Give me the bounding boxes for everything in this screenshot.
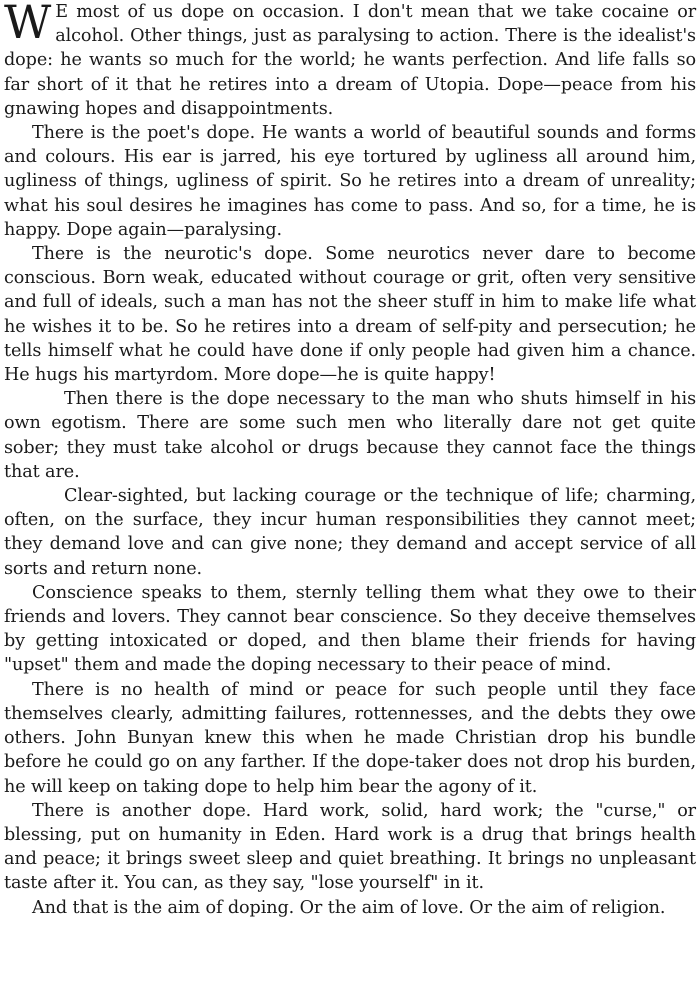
paragraph-3: There is the neurotic's dope. Some neurotics never dare to become conscious. Born weak, educated without courage or grit, often very sensitive and full of ideals, such a man has not the sheer stuff in him to make life what he wishes it to be. So he retires into a dream of self-pity and persecution; he tells himself what he could have done if only people had given him a chance. He hugs his martyrdom. More dope—he is quite happy! — [4, 244, 696, 386]
paragraph-8: There is another dope. Hard work, solid, hard work; the "curse," or blessing, put on humanity in Eden. Hard work is a drug that brings health and peace; it brings sweet sleep and quiet breathing. It brings no unpleasant taste after it. You can, as they say, "lose yourself" in it. — [4, 800, 696, 894]
paragraph-5: Clear-sighted, but lacking courage or the technique of life; charming, often, on the surface, they incur human responsibilities they cannot meet; they demand love and can give none; they demand and accept service of all sorts and return none. — [4, 486, 696, 579]
paragraph-9: And that is the aim of doping. Or the aim of love. Or the aim of religion. — [32, 897, 666, 918]
paragraph-6: Conscience speaks to them, sternly telling them what they owe to their friends and lovers. They cannot bear conscience. So they deceive themselves by getting intoxicated or doped, and then blame their friends for having "upset" them and made the doping necessary to their peace of mind. — [4, 582, 696, 676]
paragraph-7: There is no health of mind or peace for such people until they face themselves clearly, admitting failures, rottennesses, and the debts they owe others. John Bunyan knew this when he made Christian drop his bundle before he could go on any farther. If the dope-taker does not drop his burden, he will keep on taking dope to help him bear the agony of it. — [4, 679, 696, 797]
paragraph-1-text: E most of us dope on occasion. I don't mean that we take cocaine or alcohol. Other things, just as paralysing to action. There is the idealist's dope: he wants so much for the world; he wants perfection. And life falls so far short of it that he retires into a dream of Utopia. Dope—peace from his gnawing hopes and disappointments. — [4, 2, 696, 119]
drop-cap: W — [4, 0, 52, 49]
paragraph-2: There is the poet's dope. He wants a world of beautiful sounds and forms and colours. His ear is jarred, his eye tortured by ugliness all around him, ugliness of things, ugliness of spirit. So he retires into a dream of unreality; what his soul desires he imagines has come to pass. And so, for a time, he is happy. Dope again—paralysing. — [4, 123, 696, 240]
paragraph-1 — [4, 0, 696, 121]
paragraph-4: Then there is the dope necessary to the man who shuts himself in his own egotism. There are some such men who literally dare not get quite sober; they must take alcohol or drugs because they cannot face the things that are. — [4, 389, 696, 482]
